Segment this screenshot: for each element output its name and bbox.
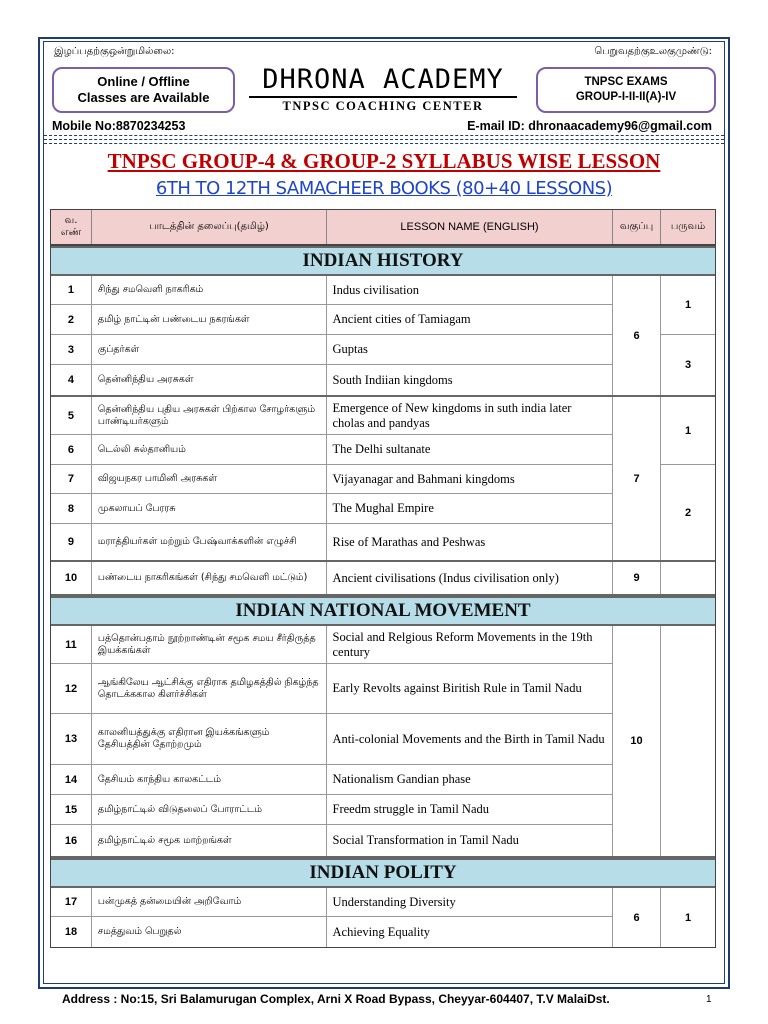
class-cell: 6	[613, 276, 661, 395]
brand-subtitle: TNPSC COACHING CENTER	[282, 99, 484, 113]
table-row	[51, 397, 613, 435]
row-num: 4	[51, 365, 92, 395]
divider-line	[44, 135, 724, 136]
row-title-tamil: தமிழ் நாட்டின் பண்டைய நகரங்கள்	[92, 305, 327, 334]
section-indian-national-movement: INDIAN NATIONAL MOVEMENT	[51, 596, 715, 626]
table-row	[51, 825, 613, 856]
row-title-english: Social and Relgious Reform Movements in the 19th century	[332, 629, 593, 659]
table-row	[51, 305, 613, 335]
table-row	[51, 276, 613, 305]
row-title-tamil: தமிழ்நாட்டில் சமூக மாற்றங்கள்	[92, 825, 327, 856]
class-cell: 9	[613, 562, 661, 594]
classes-available-box	[52, 67, 235, 113]
row-title-tamil: தென்னிந்திய புதிய அரசுகள் பிற்கால சோழர்களும் பாண்டியர்களும்	[92, 397, 327, 434]
row-num: 12	[51, 664, 92, 713]
row-num: 9	[51, 524, 92, 560]
term-column	[661, 888, 715, 947]
page-title: TNPSC GROUP-4 & GROUP-2 SYLLABUS WISE LESSON	[107, 149, 661, 173]
class-cell: 6	[613, 888, 661, 947]
term-cell: 1	[661, 397, 715, 465]
row-title-english: Freedm struggle in Tamil Nadu	[332, 802, 490, 816]
term-cell: 1	[684, 911, 692, 924]
row-title-english: Anti-colonial Movements and the Birth in Tamil Nadu	[332, 731, 605, 746]
row-title-tamil: காலனியத்துக்கு எதிரான இயக்கங்களும் தேசியத்தின் தோற்றமும்	[92, 714, 327, 764]
brand-logo	[245, 64, 521, 114]
row-title-tamil: ஆங்கிலேய ஆட்சிக்கு எதிராக தமிழகத்தில் நிகழ்ந்த தொடக்ககால கிளர்ச்சிகள்	[92, 664, 327, 713]
col-header-num-line2: எண்	[60, 227, 82, 238]
brand-name: DHRONA ACADEMY	[262, 64, 504, 95]
row-group-class-10	[51, 626, 715, 858]
row-num: 18	[51, 917, 92, 947]
table-row	[51, 465, 613, 494]
row-title-tamil: பத்தொன்பதாம் நூற்றாண்டின் சமூக சமய சீர்திருத்த இயக்கங்கள்	[92, 626, 327, 663]
divider-line	[44, 139, 724, 140]
row-title-english: South Indiian kingdoms	[332, 372, 453, 387]
row-title-english: The Delhi sultanate	[332, 442, 431, 456]
term-column	[661, 626, 715, 856]
row-title-tamil: தென்னிந்திய அரசுகள்	[92, 365, 327, 395]
row-title-tamil: மராத்தியர்கள் மற்றும் பேஷ்வாக்களின் எழுச்சி	[92, 524, 327, 560]
section-indian-polity: INDIAN POLITY	[51, 858, 715, 888]
row-num: 3	[51, 335, 92, 364]
col-header-tamil: பாடத்தின் தலைப்பு(தமிழ்)	[92, 210, 327, 244]
row-group-class-9	[51, 562, 715, 596]
table-row	[51, 435, 613, 465]
row-num: 8	[51, 494, 92, 523]
table-row	[51, 795, 613, 825]
row-title-tamil: குப்தர்கள்	[92, 335, 327, 364]
row-title-english: Guptas	[332, 342, 368, 356]
table-row	[51, 888, 613, 917]
row-title-tamil: முகலாயப் பேரரசு	[92, 494, 327, 523]
email-address: E-mail ID: dhronaacademy96@gmail.com	[467, 119, 712, 133]
row-group-class-6	[51, 276, 715, 397]
pill-right-line2: GROUP-I-II-II(A)-IV	[575, 91, 677, 103]
row-title-english: The Mughal Empire	[332, 501, 434, 515]
table-row	[51, 626, 613, 664]
table-row	[51, 335, 613, 365]
term-column	[661, 562, 715, 594]
col-header-class: வகுப்பு	[613, 210, 661, 244]
row-title-english: Ancient cities of Tamiagam	[332, 312, 471, 326]
row-num: 10	[51, 562, 92, 594]
divider-line	[44, 143, 724, 144]
term-cell: 2	[684, 506, 692, 519]
pill-left-line2: Classes are Available	[77, 90, 210, 105]
table-row	[51, 365, 613, 395]
table-row	[51, 524, 613, 560]
row-title-english: Ancient civilisations (Indus civilisation only)	[332, 570, 559, 585]
table-row	[51, 765, 613, 795]
row-title-english: Nationalism Gandian phase	[332, 772, 471, 786]
table-row	[51, 562, 613, 594]
tagline-left: இழப்பதற்குஒன்றுமில்லை:	[54, 46, 175, 57]
table-row	[51, 714, 613, 765]
col-header-term: பருவம்	[661, 210, 715, 244]
class-cell: 7	[613, 397, 661, 560]
footer-address: Address : No:15, Sri Balamurugan Complex, Arni X Road Bypass, Cheyyar-604407, T.V MalaiDst.	[62, 992, 610, 1006]
row-title-tamil: தேசியம் காந்திய காலகட்டம்	[92, 765, 327, 794]
section-indian-history: INDIAN HISTORY	[51, 246, 715, 276]
term-column	[661, 276, 715, 395]
col-header-num	[51, 210, 92, 244]
row-num: 17	[51, 888, 92, 916]
row-group-class-7	[51, 397, 715, 562]
row-title-english: Indus civilisation	[332, 282, 419, 297]
row-num: 11	[51, 626, 92, 663]
row-num: 1	[51, 276, 92, 304]
row-num: 5	[51, 397, 92, 434]
row-title-tamil: டெல்லி சுல்தானியம்	[92, 435, 327, 464]
row-title-tamil: தமிழ்நாட்டில் விடுதலைப் போராட்டம்	[92, 795, 327, 824]
row-title-tamil: பன்முகத் தன்மையின் அறிவோம்	[92, 888, 327, 916]
row-num: 15	[51, 795, 92, 824]
term-cell: 1	[661, 276, 715, 335]
row-num: 14	[51, 765, 92, 794]
row-num: 6	[51, 435, 92, 464]
row-title-english: Vijayanagar and Bahmani kingdoms	[332, 471, 515, 486]
row-title-english: Emergence of New kingdoms in suth india later cholas and pandyas	[332, 400, 572, 430]
col-header-num-line1: வ.	[64, 215, 78, 226]
row-title-english: Social Transformation in Tamil Nadu	[332, 833, 519, 847]
term-column	[661, 397, 715, 560]
lesson-table	[50, 209, 716, 948]
row-title-english: Early Revolts against Biritish Rule in Tamil Nadu	[332, 681, 582, 695]
term-cell: 3	[684, 359, 692, 371]
pill-left-line1: Online / Offline	[97, 74, 190, 89]
col-header-english: LESSON NAME (ENGLISH)	[327, 210, 613, 244]
row-group-polity-class-6	[51, 888, 715, 947]
exams-box	[536, 67, 716, 113]
row-title-tamil: விஜயநகர பாமினி அரசுகள்	[92, 465, 327, 493]
class-cell: 10	[613, 626, 661, 856]
pill-right-line1: TNPSC EXAMS	[584, 76, 668, 88]
row-num: 13	[51, 714, 92, 764]
table-row	[51, 494, 613, 524]
page-subtitle: 6TH TO 12TH SAMACHEER BOOKS (80+40 LESSONS)	[155, 178, 613, 199]
row-title-tamil: சிந்து சமவெளி நாகரிகம்	[92, 276, 327, 304]
row-title-english: Achieving Equality	[332, 924, 431, 939]
row-title-tamil: பண்டைய நாகரிகங்கள் (சிந்து சமவெளி மட்டும்)	[92, 562, 327, 594]
table-row	[51, 917, 613, 947]
row-title-english: Understanding Diversity	[332, 894, 456, 909]
table-header	[51, 210, 715, 246]
row-title-tamil: சமத்துவம் பெறுதல்	[92, 917, 327, 947]
row-num: 7	[51, 465, 92, 493]
row-num: 2	[51, 305, 92, 334]
table-row	[51, 664, 613, 714]
tagline-right: பெறுவதற்குஉலகுமுண்டு:	[594, 46, 712, 57]
row-title-english: Rise of Marathas and Peshwas	[332, 534, 486, 549]
page-number: 1	[706, 994, 712, 1005]
row-num: 16	[51, 825, 92, 856]
mobile-number: Mobile No:8870234253	[52, 119, 186, 133]
